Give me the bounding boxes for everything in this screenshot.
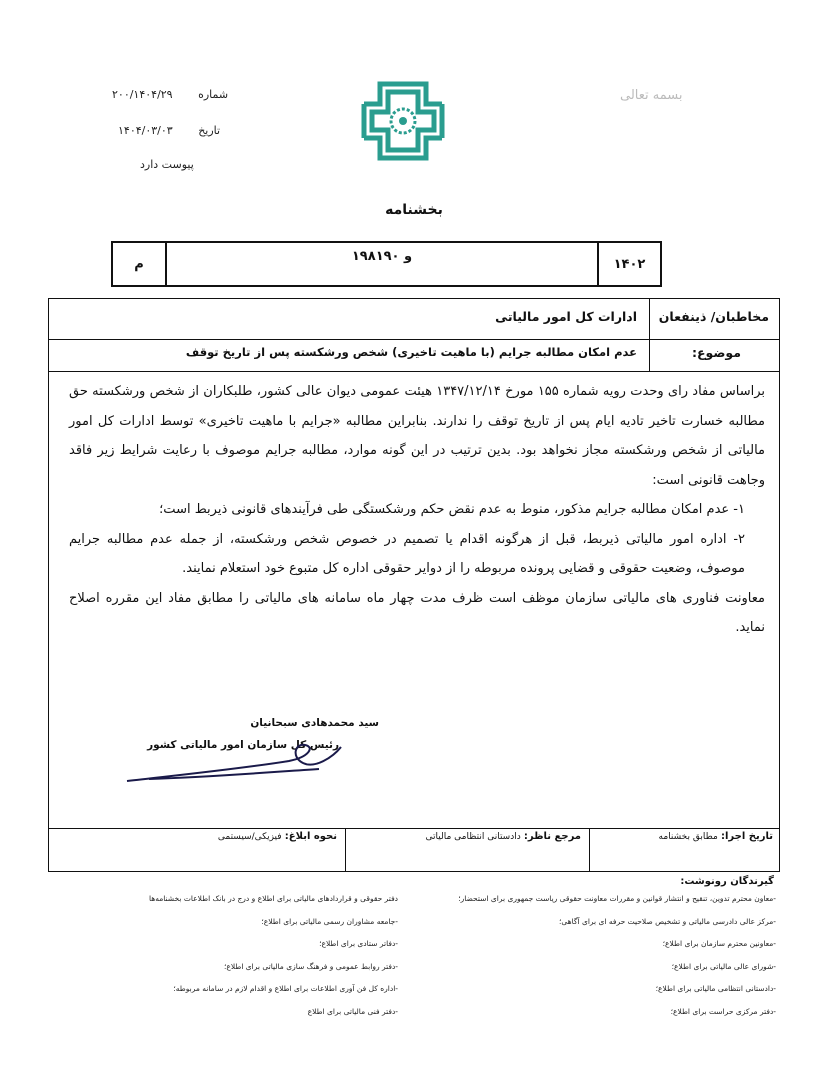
letter-date-value: ۱۴۰۴/۰۳/۰۳ bbox=[118, 124, 173, 137]
letter-date bbox=[118, 124, 220, 137]
cc-item: -جامعه مشاوران رسمی مالیاتی برای اطلاع؛ bbox=[261, 916, 398, 926]
supervisory-authority bbox=[426, 831, 581, 842]
cc-item: -دفتر فنی مالیاتی برای اطلاع bbox=[307, 1006, 398, 1016]
letter-number bbox=[112, 88, 228, 101]
cc-item: دفتر حقوقی و قراردادهای مالیاتی برای اطلاع و درج در بانک اطلاعات بخشنامه‌ها bbox=[148, 894, 398, 903]
execution-date bbox=[659, 831, 773, 842]
body-paragraph: براساس مفاد رای وحدت رویه شماره ۱۵۵ مورخ ۱۳۴۷/۱۲/۱۴ هیئت عمومی دیوان عالی کشور، طلبکاران از شخص ورشکسته حق مطالبه خسارت تاخیر تادیه ایام پس از تاریخ توقف را ندارند. بنابراین مطالبه «جرایم با ماهیت تاخیری» توسط ادارات کل امور مالیاتی از شخص ورشکسته مجاز نخواهد بود. بدین ترتیب در این گونه موارد، مطالبه جرایم موصوف با رعایت شرایط زیر فاقد وجاهت قانونی است: bbox=[69, 384, 765, 488]
number-box-right-cell: ۱۴۰۲ bbox=[613, 256, 646, 272]
subject-label: موضوع: bbox=[691, 345, 741, 360]
signer-title: رئیس کل سازمان امور مالیاتی کشور bbox=[147, 739, 339, 751]
signer-name: سید محمدهادی سبحانیان bbox=[250, 717, 379, 729]
cc-item: -اداره کل فن آوری اطلاعات برای اطلاع و اقدام لازم در سامانه مربوطه؛ bbox=[173, 984, 398, 993]
letter-body bbox=[69, 377, 765, 643]
letter-number-label: شماره bbox=[198, 88, 229, 101]
faint-header-text: بسمه تعالی bbox=[620, 88, 683, 103]
cc-item: -مرکز عالی دادرسی مالیاتی و تشخیص صلاحیت حرفه ای برای آگاهی؛ bbox=[559, 916, 776, 926]
number-box-middle-cell: ۱۹۸و ۱۹۰ bbox=[351, 249, 413, 264]
addressees-value: ادارات کل امور مالیاتی bbox=[495, 309, 637, 324]
execution-date-value: مطابق بخشنامه bbox=[658, 832, 718, 842]
supervisory-authority-value: دادستانی انتظامی مالیاتی bbox=[425, 832, 521, 842]
letter-number-value: ۲۰۰/۱۴۰۴/۲۹ bbox=[112, 88, 173, 101]
cc-item: -دادستانی انتظامی مالیاتی برای اطلاع؛ bbox=[655, 984, 776, 993]
execution-date-label: تاریخ اجرا: bbox=[721, 831, 773, 842]
document-title: بخشنامه bbox=[385, 202, 443, 218]
cc-item: -شورای عالی مالیاتی برای اطلاع؛ bbox=[671, 961, 776, 971]
cc-item: -دفاتر ستادی برای اطلاع؛ bbox=[319, 939, 398, 948]
letter-date-label: تاریخ bbox=[198, 124, 221, 137]
addressees-label: مخاطبان/ ذینفعان bbox=[658, 309, 769, 324]
body-paragraph: ۱- عدم امکان مطالبه جرایم مذکور، منوط به عدم نقض حکم ورشکستگی طی فرآیندهای قانونی ذیربط است؛ bbox=[159, 502, 745, 517]
number-box-left-cell: م bbox=[134, 256, 144, 272]
cc-right-column bbox=[458, 888, 776, 1023]
cc-item: -معاون محترم تدوین، تنقیح و انتشار قوانین و مقررات معاونت حقوقی ریاست جمهوری برای استحضار؛ bbox=[458, 894, 776, 903]
supervisory-authority-label: مرجع ناظر: bbox=[523, 831, 581, 842]
body-paragraph: ۲- اداره امور مالیاتی ذیربط، قبل از هرگونه اقدام یا تصمیم در خصوص شخص ورشکسته، از جمله عدم مطالبه جرایم موصوف، وضعیت حقوقی و قضایی پرونده مربوطه را از دوایر حقوقی اداره کل متبوع خود استعلام نمایند. bbox=[69, 531, 745, 576]
notification-method-label: نحوه ابلاغ: bbox=[284, 831, 337, 842]
tax-organization-logo bbox=[360, 74, 446, 168]
notification-method bbox=[218, 831, 337, 842]
body-paragraph: معاونت فناوری های مالیاتی سازمان موظف است ظرف مدت چهار ماه سامانه های مالیاتی را مطابق مفاد این مقرره اصلاح نماید. bbox=[69, 590, 765, 635]
cc-title: گیرندگان رونوشت: bbox=[680, 876, 774, 887]
attachment-label: پیوست bbox=[161, 158, 194, 171]
signature-scribble-icon bbox=[119, 739, 359, 789]
main-frame bbox=[48, 298, 780, 872]
cc-left-column bbox=[149, 888, 398, 1023]
subject-value: عدم امکان مطالبه جرایم (با ماهیت تاخیری) شخص ورشکسته پس از تاریخ توقف bbox=[185, 345, 637, 359]
cc-item: -دفتر مرکزی حراست برای اطلاع؛ bbox=[670, 1006, 776, 1016]
cc-item: -دفتر روابط عمومی و فرهنگ سازی مالیاتی برای اطلاع؛ bbox=[224, 961, 398, 971]
reference-number-box bbox=[111, 241, 662, 287]
attachment-value: دارد bbox=[140, 158, 159, 171]
cc-item: -معاونین محترم سازمان برای اطلاع؛ bbox=[662, 939, 776, 948]
letter-attachment bbox=[140, 158, 194, 171]
notification-method-value: فیزیکی/سیستمی bbox=[217, 832, 282, 842]
